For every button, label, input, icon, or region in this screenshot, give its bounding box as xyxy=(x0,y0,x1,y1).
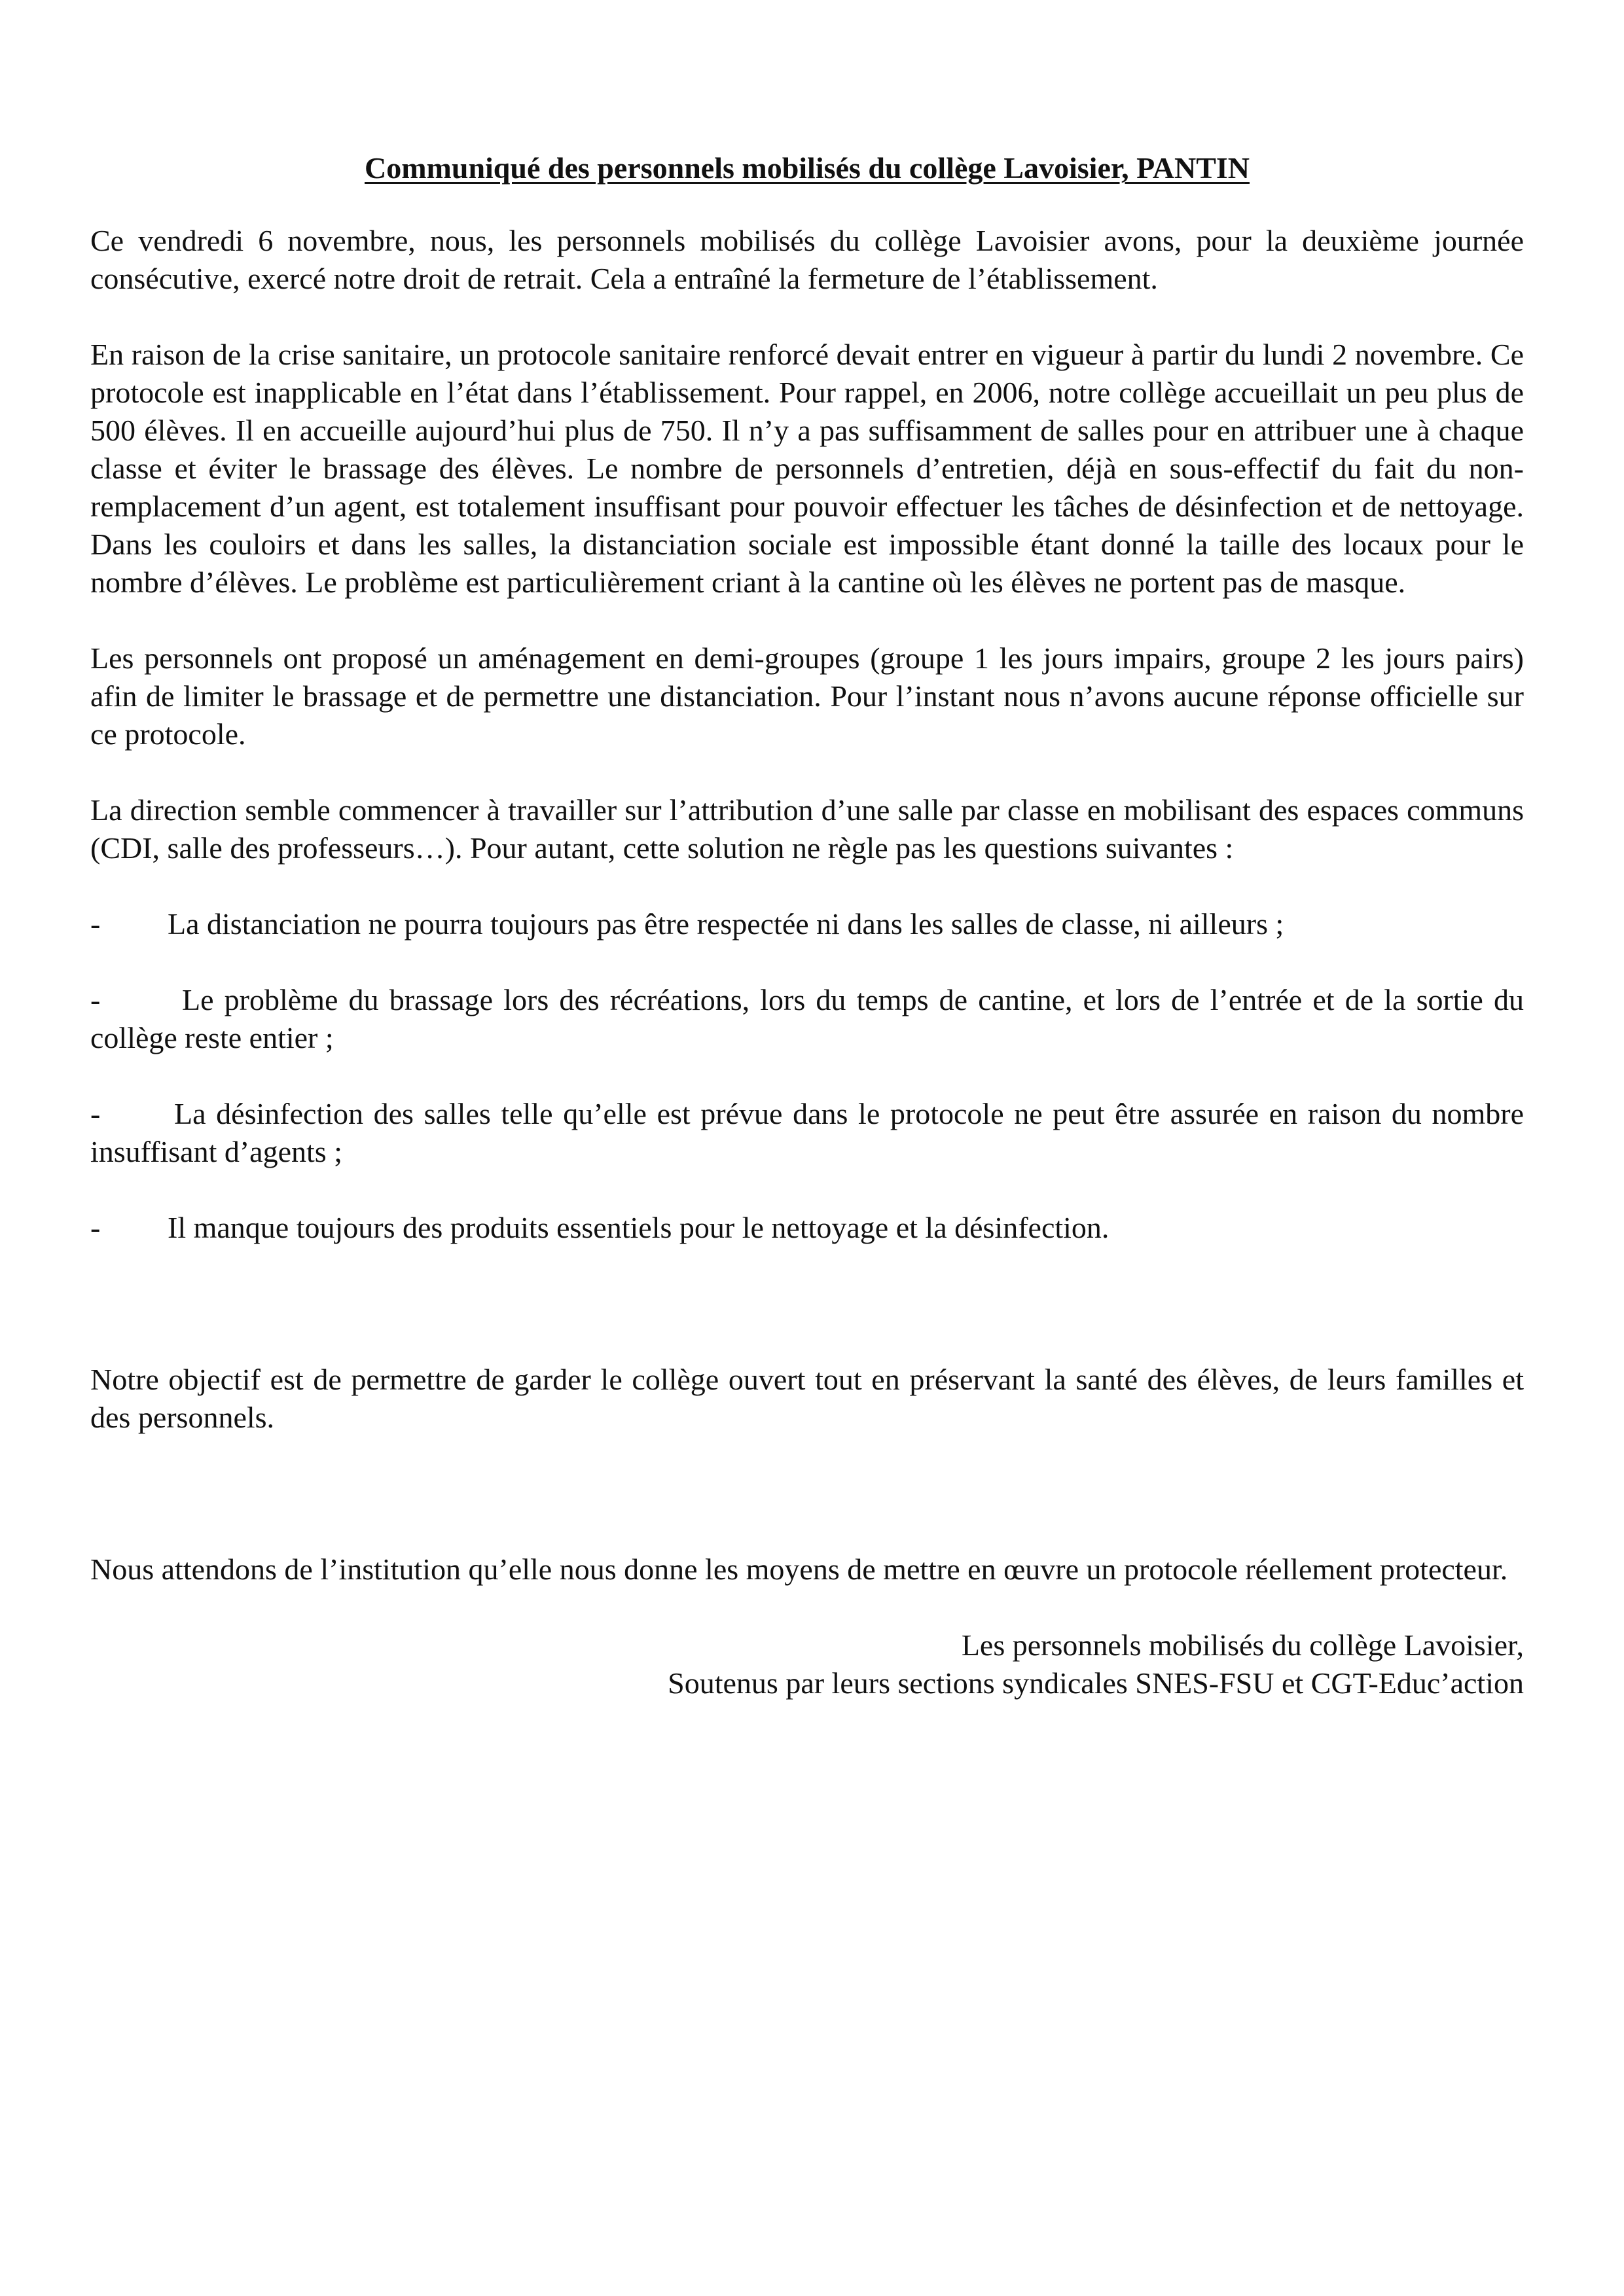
bullet-dash: - xyxy=(90,983,101,1016)
list-item xyxy=(90,981,1524,1057)
bullet-dash: - xyxy=(90,1211,101,1244)
bullet-text: La désinfection des salles telle qu’elle est prévue dans le protocole ne peut être assurée en raison du nombre insuffisant d’agents ; xyxy=(90,1097,1524,1168)
bullet-dash: - xyxy=(90,907,101,941)
list-item xyxy=(90,1209,1524,1247)
bullet-text: Il manque toujours des produits essentiels pour le nettoyage et la désinfection. xyxy=(168,1211,1110,1244)
list-item xyxy=(90,905,1524,943)
bullet-text: La distanciation ne pourra toujours pas être respectée ni dans les salles de classe, ni ailleurs ; xyxy=(168,907,1284,941)
signature-line-1: Les personnels mobilisés du collège Lavoisier, xyxy=(961,1628,1524,1662)
signature-block xyxy=(90,1626,1524,1702)
signature-line-2: Soutenus par leurs sections syndicales SNES-FSU et CGT-Educ’action xyxy=(668,1666,1524,1700)
paragraph-direction: La direction semble commencer à travailler sur l’attribution d’une salle par classe en mobilisant des espaces communs (CDI, salle des professeurs…). Pour autant, cette solution ne règle pas les questions suivantes : xyxy=(90,793,1524,865)
paragraph-objective: Notre objectif est de permettre de garder le collège ouvert tout en préservant la santé des élèves, de leurs familles et des personnels. xyxy=(90,1363,1524,1434)
paragraph-intro: Ce vendredi 6 novembre, nous, les personnels mobilisés du collège Lavoisier avons, pour la deuxième journée consécutive, exercé notre droit de retrait. Cela a entraîné la fermeture de l’établissement. xyxy=(90,224,1524,295)
paragraph-demand: Nous attendons de l’institution qu’elle nous donne les moyens de mettre en œuvre un protocole réellement protecteur. xyxy=(90,1552,1508,1586)
blank-space xyxy=(90,1285,1524,1361)
bullet-dash: - xyxy=(90,1097,101,1130)
paragraph-proposal: Les personnels ont proposé un aménagement en demi-groupes (groupe 1 les jours impairs, groupe 2 les jours pairs) afin de limiter le brassage et de permettre une distanciation. Pour l’instant nous n’avons aucune réponse officielle sur ce protocole. xyxy=(90,641,1524,751)
blank-space xyxy=(90,1475,1524,1551)
document-title: Communiqué des personnels mobilisés du collège Lavoisier, PANTIN xyxy=(365,151,1250,185)
bullet-text: Le problème du brassage lors des récréations, lors du temps de cantine, et lors de l’entrée et de la sortie du collège reste entier ; xyxy=(90,983,1524,1054)
document-body xyxy=(90,149,1524,1702)
paragraph-context: En raison de la crise sanitaire, un protocole sanitaire renforcé devait entrer en vigueur à partir du lundi 2 novembre. Ce protocole est inapplicable en l’état dans l’établissement. Pour rappel, en 2006, notre collège accueillait un peu plus de 500 élèves. Il en accueille aujourd’hui plus de 750. Il n’y a pas suffisamment de salles pour en attribuer une à chaque classe et éviter le brassage des élèves. Le nombre de personnels d’entretien, déjà en sous-effectif du fait du non-remplacement d’un agent, est totalement insuffisant pour pouvoir effectuer les tâches de désinfection et de nettoyage. Dans les couloirs et dans les salles, la distanciation sociale est impossible étant donné la taille des locaux pour le nombre d’élèves. Le problème est particulièrement criant à la cantine où les élèves ne portent pas de masque. xyxy=(90,338,1524,599)
list-item xyxy=(90,1095,1524,1171)
